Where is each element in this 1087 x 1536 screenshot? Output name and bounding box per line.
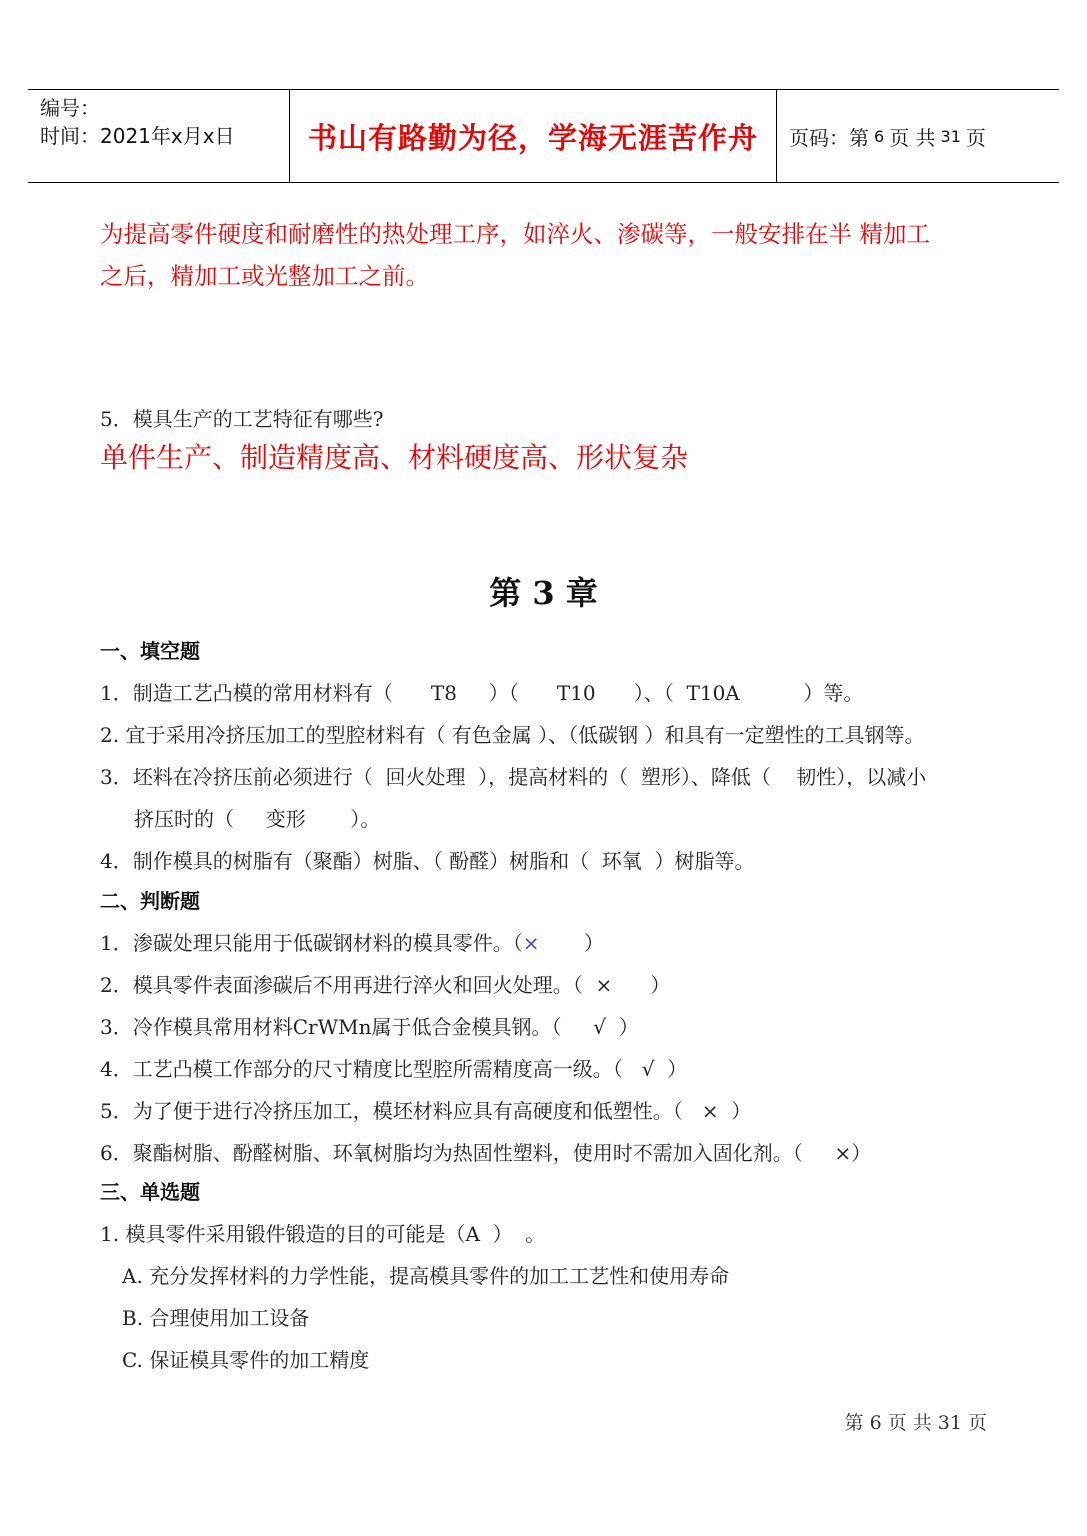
- list-item: 3．冷作模具常用材料CrWMn属于低合金模具钢。（ √ ）: [100, 1015, 639, 1039]
- list-item: 挤压时的（ 变形 ）。: [134, 807, 381, 831]
- page-header: [28, 89, 1059, 183]
- section-title: 三、单选题: [100, 1180, 200, 1204]
- judge-section: [100, 880, 1000, 1174]
- list-item: 5．为了便于进行冷挤压加工，模坯材料应具有高硬度和低塑性。（ × ）: [100, 1099, 752, 1123]
- page-mid: 页 共: [889, 125, 936, 150]
- cross-mark: ×: [522, 931, 540, 955]
- header-meta: [28, 90, 290, 182]
- answer-line: 之后，精加工或光整加工之前。: [100, 262, 429, 290]
- answer-line: 为提高零件硬度和耐磨性的热处理工序，如淬火、渗碳等，一般安排在半 精加工: [100, 220, 930, 248]
- chapter-title: 第 3 章: [489, 574, 598, 612]
- page-number: 6: [874, 126, 885, 146]
- list-item: 1．制造工艺凸模的常用材料有（ T8 ）（ T10 ）、（ T10A ）等。: [100, 681, 864, 705]
- answer-5: 单件生产、制造精度高、材料硬度高、形状复杂: [100, 441, 689, 474]
- judge-text: 1．渗碳处理只能用于低碳钢材料的模具零件。（: [100, 931, 523, 955]
- list-item: 2. 宜于采用冷挤压加工的型腔材料有（ 有色金属 ）、（低碳钢 ）和具有一定塑性的工具钢等。: [100, 723, 925, 747]
- section-title: 一、填空题: [100, 639, 200, 663]
- header-motto: 书山有路勤为径，学海无涯苦作舟: [290, 90, 777, 182]
- option-a: A. 充分发挥材料的力学性能，提高模具零件的加工工艺性和使用寿命: [122, 1264, 730, 1288]
- judge-tail: ）: [539, 931, 605, 955]
- time-label: 时间：2021年x月x日: [40, 124, 235, 148]
- list-item: 4．工艺凸模工作部分的尺寸精度比型腔所需精度高一级。（ √ ）: [100, 1057, 688, 1081]
- header-page-info: [777, 90, 1059, 182]
- page-footer: 第 6 页 共 31 页: [844, 1412, 987, 1434]
- option-c: C. 保证模具零件的加工精度: [122, 1348, 370, 1372]
- page-suffix: 页: [965, 125, 986, 150]
- question-5: 5．模具生产的工艺特征有哪些?: [100, 407, 384, 431]
- list-item: 4．制作模具的树脂有（聚酯）树脂、（ 酚醛）树脂和（ 环氧 ）树脂等。: [100, 849, 755, 873]
- section-title: 二、判断题: [100, 889, 200, 913]
- list-item: [100, 922, 1000, 964]
- list-item: 6．聚酯树脂、酚醛树脂、环氧树脂均为热固性塑料，使用时不需加入固化剂。（ ×）: [100, 1141, 872, 1165]
- number-label: 编号：: [40, 96, 100, 120]
- question-1: 1. 模具零件采用锻件锻造的目的可能是（A ） 。: [100, 1222, 546, 1246]
- heat-treatment-answer: [100, 213, 1000, 297]
- fill-section: [100, 630, 1000, 882]
- page-prefix: 页码：第: [789, 125, 869, 150]
- option-b: B. 合理使用加工设备: [122, 1306, 310, 1330]
- single-choice-section: [100, 1171, 1000, 1381]
- page-total: 31: [940, 126, 961, 146]
- list-item: 3．坯料在冷挤压前必须进行（ 回火处理 ），提高材料的（ 塑形）、降低（ 韧性），以减小: [100, 765, 927, 789]
- list-item: 2．模具零件表面渗碳后不用再进行淬火和回火处理。（ × ）: [100, 973, 671, 997]
